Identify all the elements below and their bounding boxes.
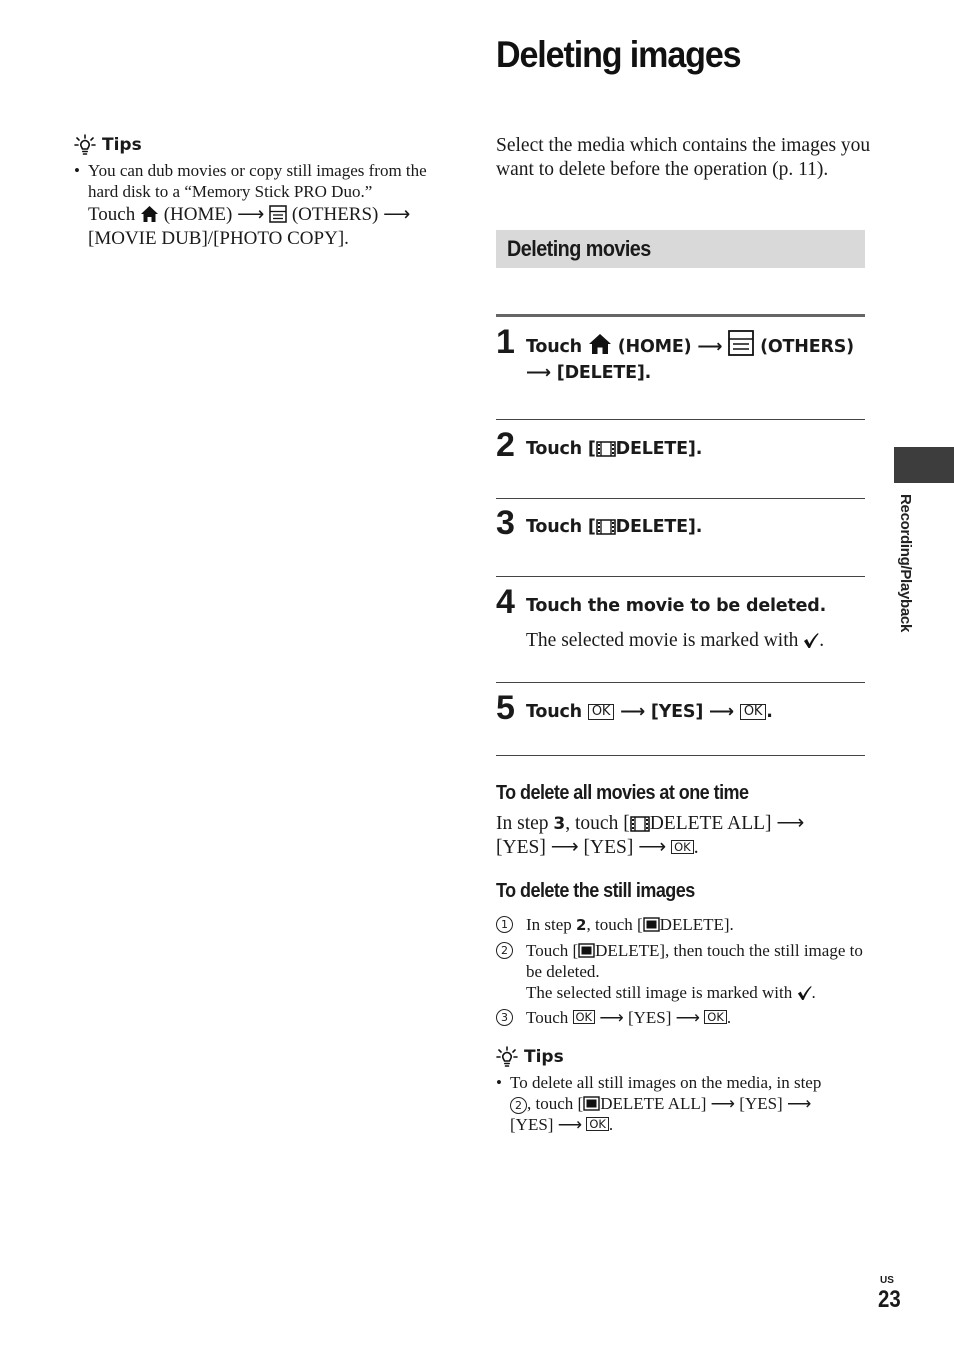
ok-button-icon: OK [588, 704, 614, 720]
others-menu-icon [728, 330, 754, 356]
tips-instruction: Touch (HOME) ⟶ (OTHERS) ⟶ [MOVIE DUB]/[PHOTO COPY]. [88, 204, 411, 249]
right-arrow-icon: ⟶ [710, 1094, 736, 1113]
right-arrow-icon: ⟶ [675, 1008, 701, 1027]
right-arrow-icon: ⟶ [786, 1094, 812, 1113]
left-tips [74, 134, 444, 251]
step-2-text: Touch [ DELETE]. [526, 439, 703, 459]
step-number: 2 [496, 426, 515, 464]
right-arrow-icon: ⟶ [776, 813, 805, 834]
bottom-tips [496, 1046, 866, 1135]
page-region: US [880, 1275, 894, 1286]
step-divider [496, 314, 865, 317]
step-divider [496, 498, 865, 499]
list-item: 3 Touch OK ⟶ [YES] ⟶ OK . [496, 1007, 866, 1028]
step-divider [496, 419, 865, 420]
page-number: 23 [878, 1286, 901, 1313]
lightbulb-icon [74, 134, 96, 156]
page-title: Deleting images [496, 34, 741, 75]
film-icon [596, 441, 616, 457]
right-arrow-icon: ⟶ [237, 204, 265, 225]
tips-text: • You can dub movies or copy still images from the hard disk to a “Memory Stick PRO Duo.” [88, 161, 427, 201]
home-icon [588, 333, 612, 355]
checkmark-icon [797, 985, 812, 1001]
step-circle: 2 [510, 1097, 527, 1114]
ok-button-icon: OK [704, 1010, 727, 1024]
step-divider [496, 682, 865, 683]
intro-text: Select the media which contains the images you want to delete before the operation (p. 11). [496, 135, 871, 180]
step-number: 1 [496, 323, 515, 361]
still-image-icon [578, 943, 595, 958]
tips-item [74, 160, 444, 251]
list-item: 2 Touch [ DELETE], then touch the still image to be deleted. The selected still image is marked with . [496, 940, 866, 1003]
right-arrow-icon: ⟶ [557, 1115, 583, 1134]
step-4-note: The selected movie is marked with . [526, 630, 825, 651]
checkmark-icon [803, 632, 819, 649]
step-number: 3 [496, 504, 515, 542]
still-image-icon [643, 917, 660, 932]
ok-button-icon: OK [573, 1010, 596, 1024]
step-circle: 2 [496, 942, 513, 959]
step-number: 5 [496, 689, 515, 727]
film-icon [596, 519, 616, 535]
step-4-text: Touch the movie to be deleted. [526, 596, 827, 616]
step-1-text: Touch (HOME) ⟶ (OTHERS) ⟶ [DELETE]. [526, 330, 866, 386]
step-3-text: Touch [ DELETE]. [526, 517, 703, 537]
tips-heading: Tips [496, 1046, 866, 1068]
chapter-label: Recording/Playback [897, 494, 914, 632]
right-arrow-icon: ⟶ [550, 837, 579, 858]
tips-heading: Tips [74, 134, 444, 156]
home-icon [140, 205, 159, 223]
step-divider [496, 755, 865, 756]
tips-item: • To delete all still images on the media, in step 2 , touch [ DELETE ALL] ⟶ [YES] ⟶ [YES] ⟶ OK . [496, 1072, 866, 1135]
right-arrow-icon: ⟶ [383, 204, 411, 225]
ok-button-icon: OK [671, 840, 694, 854]
subheading-delete-still: To delete the still images [496, 880, 695, 902]
right-arrow-icon: ⟶ [638, 837, 667, 858]
chapter-tab [894, 447, 954, 483]
right-arrow-icon: ⟶ [620, 702, 645, 722]
step-divider [496, 576, 865, 577]
right-arrow-icon: ⟶ [697, 337, 723, 357]
right-arrow-icon: ⟶ [709, 702, 734, 722]
section-header [496, 230, 865, 268]
still-image-icon [583, 1096, 600, 1111]
right-arrow-icon: ⟶ [599, 1008, 624, 1027]
step-circle: 1 [496, 916, 513, 933]
step-circle: 3 [496, 1009, 513, 1026]
ok-button-icon: OK [586, 1117, 609, 1131]
step-number: 4 [496, 583, 515, 621]
film-icon [630, 816, 650, 832]
step-5-text: Touch OK ⟶ [YES] ⟶ OK . [526, 699, 866, 725]
lightbulb-icon [496, 1046, 518, 1068]
section-title: Deleting movies [507, 236, 651, 261]
delete-all-movies-text: In step 3, touch [ DELETE ALL] ⟶ [YES] ⟶ [YES] ⟶ OK . [496, 813, 805, 858]
right-arrow-icon: ⟶ [526, 363, 551, 383]
list-item: 1 In step 2, touch [ DELETE]. [496, 914, 866, 936]
others-menu-icon [269, 205, 287, 223]
subheading-delete-all-movies: To delete all movies at one time [496, 782, 749, 804]
ok-button-icon: OK [740, 704, 766, 720]
delete-still-list [496, 914, 866, 1028]
